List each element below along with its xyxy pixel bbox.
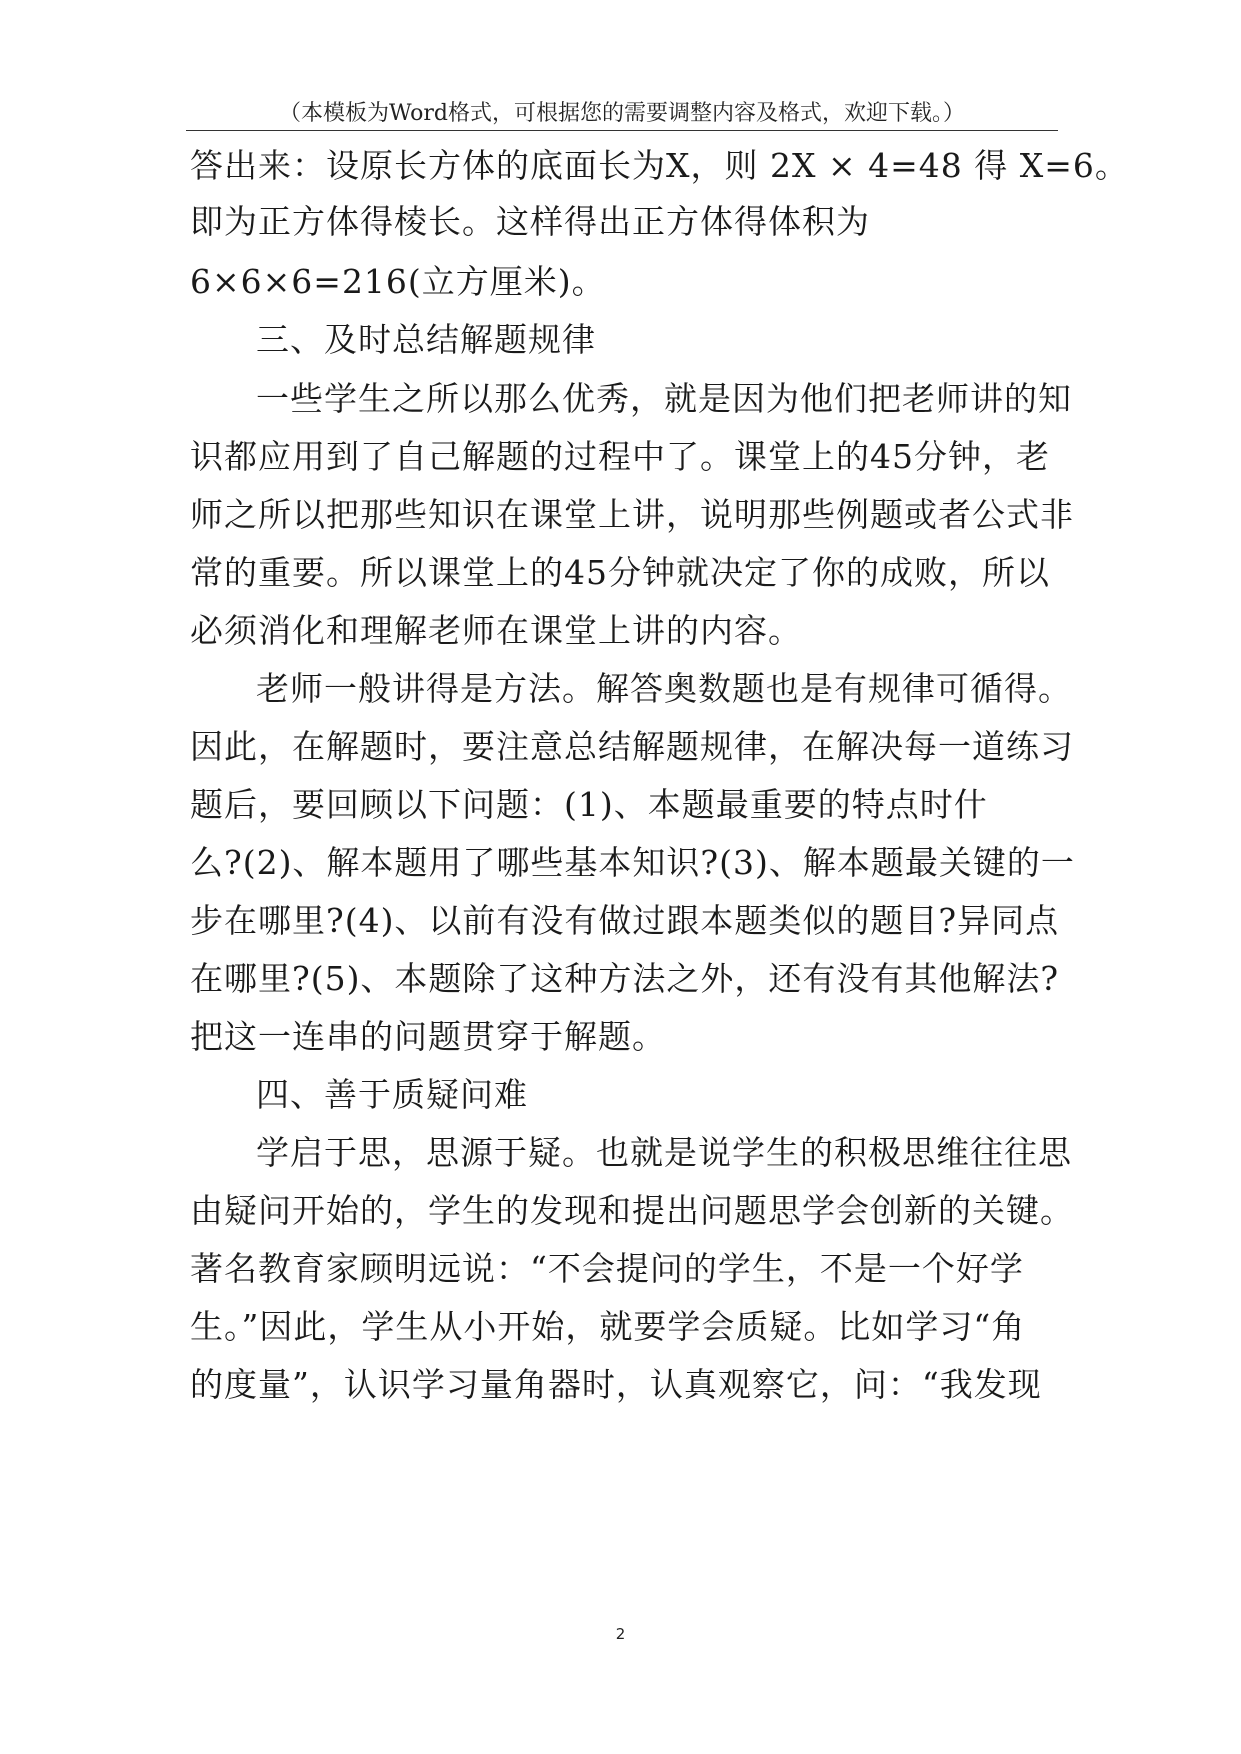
body-line: 即为正方体得棱长。这样得出正方体得体积为 — [190, 202, 870, 241]
body-line: 师之所以把那些知识在课堂上讲，说明那些例题或者公式非 — [190, 495, 1074, 534]
body-line: 么?(2)、解本题用了哪些基本知识?(3)、解本题最关键的一 — [190, 843, 1075, 882]
body-line: 必须消化和理解老师在课堂上讲的内容。 — [190, 611, 802, 650]
body-line: 步在哪里?(4)、以前有没有做过跟本题类似的题目?异同点 — [190, 901, 1060, 940]
section-heading: 四、善于质疑问难 — [256, 1075, 528, 1114]
body-line: 的度量”，认识学习量角器时，认真观察它，问：“我发现 — [190, 1365, 1042, 1404]
section-heading: 三、及时总结解题规律 — [256, 320, 596, 359]
body-line: 因此，在解题时，要注意总结解题规律，在解决每一道练习 — [190, 727, 1074, 766]
body-line: 一些学生之所以那么优秀，就是因为他们把老师讲的知 — [256, 379, 1072, 418]
body-line: 常的重要。所以课堂上的45分钟就决定了你的成败，所以 — [190, 553, 1050, 592]
body-line: 学启于思，思源于疑。也就是说学生的积极思维往往思 — [256, 1133, 1072, 1172]
template-note: （本模板为Word格式，可根据您的需要调整内容及格式，欢迎下载。） — [279, 101, 965, 126]
body-line: 题后，要回顾以下问题：(1)、本题最重要的特点时什 — [190, 785, 988, 824]
page-number: 2 — [615, 1625, 626, 1643]
body-line: 识都应用到了自己解题的过程中了。课堂上的45分钟，老 — [190, 437, 1050, 476]
body-line: 答出来：设原长方体的底面长为X，则 2X × 4=48 得 X=6。 — [190, 146, 1129, 185]
body-line: 著名教育家顾明远说：“不会提问的学生，不是一个好学 — [190, 1249, 1024, 1288]
body-line: 生。”因此，学生从小开始，就要学会质疑。比如学习“角 — [190, 1307, 1026, 1346]
body-line: 老师一般讲得是方法。解答奥数题也是有规律可循得。 — [256, 669, 1072, 708]
body-line: 在哪里?(5)、本题除了这种方法之外，还有没有其他解法? — [190, 959, 1060, 998]
body-line: 把这一连串的问题贯穿于解题。 — [190, 1017, 666, 1056]
header-divider — [186, 130, 1058, 131]
body-line: 6×6×6=216(立方厘米)。 — [190, 262, 606, 301]
body-line: 由疑问开始的，学生的发现和提出问题思学会创新的关键。 — [190, 1191, 1074, 1230]
